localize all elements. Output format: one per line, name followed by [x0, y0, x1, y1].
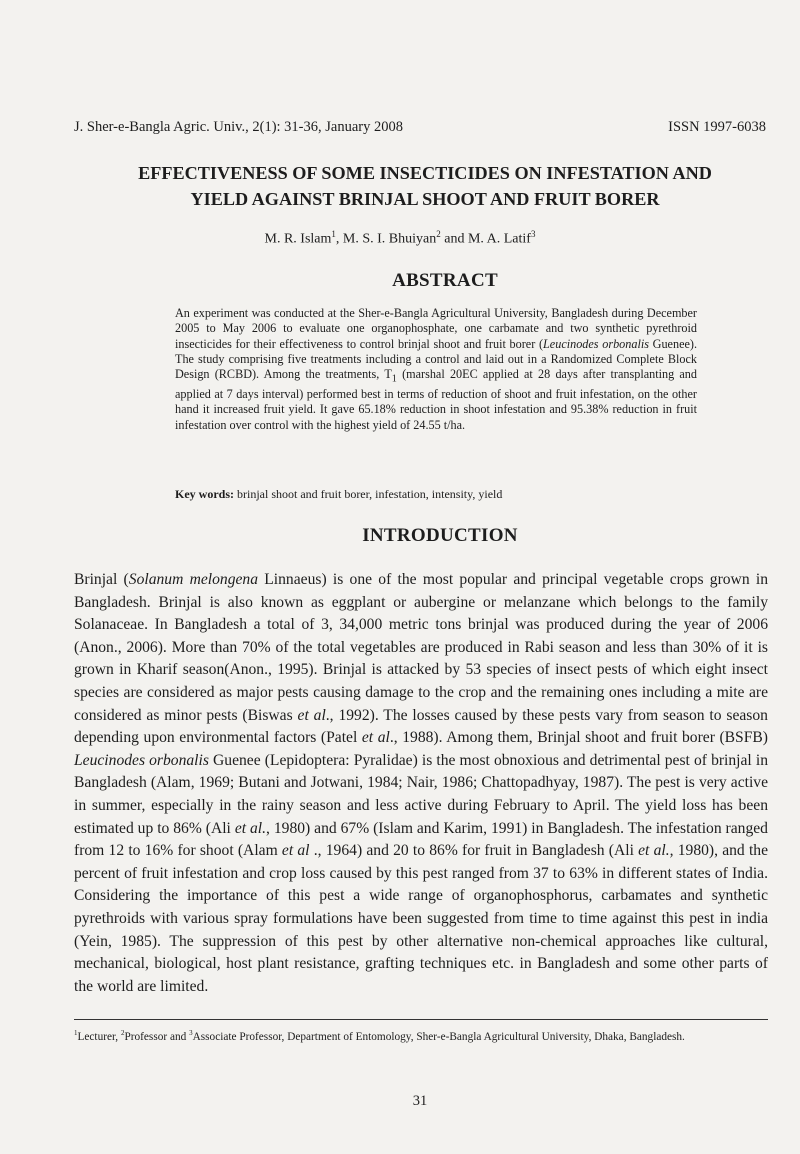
- running-header: [74, 119, 766, 136]
- paper-title: [90, 160, 760, 212]
- keywords: [175, 487, 502, 502]
- intro-text: Brinjal (: [74, 571, 129, 588]
- footnote-text: Associate Professor, Department of Entomology, Sher-e-Bangla Agricultural University, Dhaka, Bangladesh.: [192, 1030, 685, 1043]
- intro-italic: et al: [297, 706, 326, 724]
- author-3-affiliation-mark: 3: [530, 229, 536, 239]
- footnote-mark: 2: [120, 1029, 125, 1037]
- abstract-species-name: Leucinodes orbonalis: [543, 336, 649, 351]
- keywords-label: Key words:: [175, 487, 234, 501]
- title-line-1: EFFECTIVENESS OF SOME INSECTICIDES ON INFESTATION AND: [138, 163, 712, 183]
- author-list: [0, 229, 800, 248]
- intro-text: ., 1964) and 20 to 86% for fruit in Bangladesh (Ali: [309, 842, 639, 860]
- intro-italic: et al: [281, 842, 310, 860]
- page-number: 31: [412, 1093, 428, 1109]
- introduction-body: [74, 569, 768, 998]
- author-1: M. R. Islam: [264, 231, 332, 247]
- author-2-affiliation-mark: 2: [436, 229, 441, 239]
- abstract-text-2: Guenee). The study comprising five treatments including a control and laid out in a Randomized Complete Block Design (RCBD). Among the treatments, T: [175, 336, 697, 382]
- abstract-text-3: (marshal 20EC applied at 28 days after transplanting and applied at 7 days interval) performed best in terms of reduction of shoot and fruit infestation, on the other hand it increased fruit yield. It gave 65.18% reduction in shoot infestation and 95.38% reduction in fruit infestation over control with the highest yield of 24.55 t/ha.: [175, 367, 697, 432]
- intro-italic: Solanum melongena: [128, 571, 259, 588]
- intro-italic: Leucinodes orbonalis: [74, 751, 209, 769]
- footnote-text: Professor and: [124, 1030, 190, 1043]
- footnote-mark: 1: [74, 1029, 78, 1037]
- introduction-heading: INTRODUCTION: [362, 525, 518, 546]
- abstract-paragraph: [175, 306, 697, 433]
- footnote-divider: [74, 1019, 768, 1020]
- author-3: and M. A. Latif: [440, 231, 531, 247]
- abstract-text-1: An experiment was conducted at the Sher-e-Bangla Agricultural University, Bangladesh during December 2005 to May 2006 to evaluate one organophosphate, one carbamate and two synthetic pyrethroid insecticides for their effectiveness to control brinjal shoot and fruit borer (: [175, 306, 697, 351]
- title-line-2: YIELD AGAINST BRINJAL SHOOT AND FRUIT BORER: [190, 189, 660, 209]
- intro-text: Guenee (Lepidoptera: Pyralidae) is the most obnoxious and detrimental pest of brinjal in Bangladesh (Alam, 1969; Butani and Jotwani, 1984; Nair, 1986; Chattopadhyay, 1987). The pest is very active in summer, especially in the rainy season and less active during February to April. The yield loss has been estimated up to 86% (Ali: [74, 751, 768, 837]
- abstract-body: [175, 306, 697, 433]
- author-1-affiliation-mark: 1: [331, 229, 336, 239]
- intro-text: , 1980) and 67% (Islam and Karim, 1991) in Bangladesh. The infestation ranged from 12 to 16% for shoot (Alam: [74, 819, 768, 860]
- introduction-paragraph: [74, 569, 768, 998]
- issn: ISSN 1997-6038: [668, 119, 766, 135]
- journal-citation: J. Sher-e-Bangla Agric. Univ., 2(1): 31-36, January 2008: [74, 119, 403, 135]
- treatment-subscript: 1: [391, 373, 397, 385]
- footnote-text: Lecturer,: [77, 1030, 121, 1043]
- intro-text: ., 1988). Among them, Brinjal shoot and fruit borer (BSFB): [389, 729, 768, 747]
- affiliation-footnote: [74, 1026, 774, 1045]
- intro-text: 1980), and the percent of fruit infestation and crop loss caused by this pest ranged from 37 to 63% in different states of India. Considering the importance of this pest a wide range of organophosphorus, carbamates and synthetic pyrethroids with various spray formulations have been suggested from time to time against this pest in india (Yein, 1985). The suppression of this pest by other alternative non-chemical approaches like cultural, mechanical, biological, host plant resistance, grafting techniques etc. in Bangladesh and some other parts of the world are limited.: [74, 842, 768, 995]
- intro-text: ., 1992). The losses caused by these pests vary from season to season depending upon environmental factors (Patel: [74, 706, 768, 747]
- keywords-text: brinjal shoot and fruit borer, infestation, intensity, yield: [234, 487, 503, 501]
- intro-italic: et al.,: [638, 842, 674, 860]
- intro-italic: et al: [361, 729, 390, 747]
- footnote-mark: 3: [189, 1029, 193, 1037]
- intro-italic: et al.: [234, 819, 267, 837]
- abstract-heading: ABSTRACT: [392, 270, 498, 291]
- author-2: , M. S. I. Bhuiyan: [335, 231, 437, 247]
- intro-text: Linnaeus) is one of the most popular and principal vegetable crops grown in Bangladesh. Brinjal is also known as eggplant or aubergine or melanzane which belongs to the family Solanaceae. In Bangladesh a total of 3, 34,000 metric tons brinjal was produced during the year of 2006 (Anon., 2006). More than 70% of the total vegetables are produced in Rabi season and less than 30% of it is grown in Kharif season(Anon., 1995). Brinjal is attacked by 53 species of insect pests of which eight insect species are considered as major pests causing damage to the crop and the remaining ones including a mite are considered as minor pests (Biswas: [74, 571, 769, 724]
